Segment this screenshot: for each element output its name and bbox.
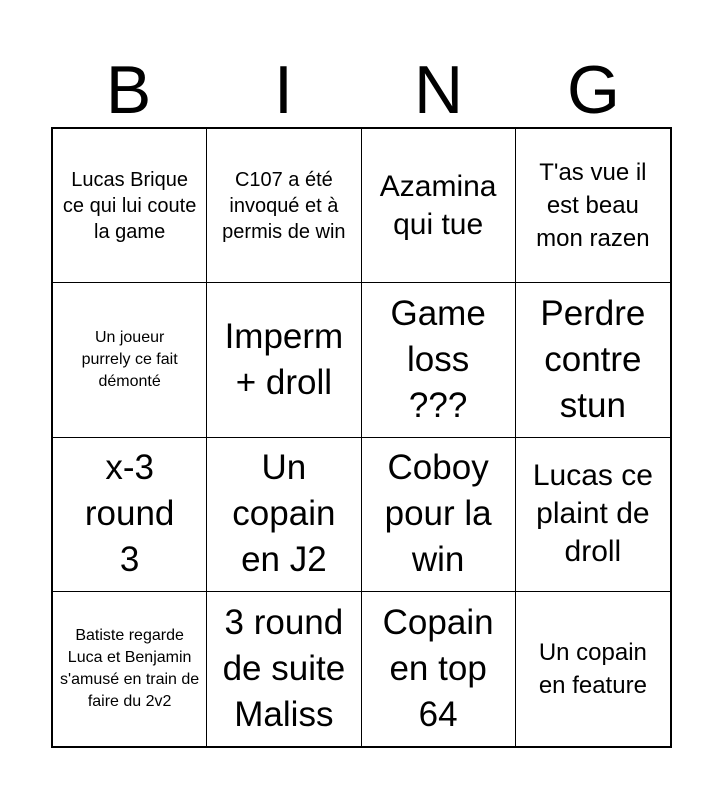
bingo-cell-16[interactable]: [516, 592, 670, 746]
bingo-cell-9[interactable]: [53, 438, 207, 592]
bingo-cell-12[interactable]: [516, 438, 670, 592]
bingo-cell-15[interactable]: [362, 592, 516, 746]
bingo-cell-7[interactable]: [362, 283, 516, 437]
bingo-board: [51, 127, 672, 748]
bingo-cell-3[interactable]: [362, 129, 516, 283]
cell-text: Lucas ce plaint de droll: [532, 459, 653, 569]
cell-text: 3 round de suite Maliss: [222, 602, 346, 734]
bingo-cell-10[interactable]: [207, 438, 361, 592]
bingo-cell-2[interactable]: [207, 129, 361, 283]
bingo-cell-8[interactable]: [516, 283, 670, 437]
cell-text: Lucas Brique ce qui lui coute la game: [62, 168, 197, 243]
cell-text: Perdre contre stun: [540, 293, 646, 425]
bingo-cell-1[interactable]: [53, 129, 207, 283]
cell-text: C107 a été invoqué et à permis de win: [222, 168, 346, 243]
bingo-cell-14[interactable]: [207, 592, 361, 746]
bingo-cell-11[interactable]: [362, 438, 516, 592]
cell-text: Azamina qui tue: [379, 169, 497, 241]
cell-text: x-3 round 3: [84, 448, 175, 580]
cell-text: Game loss ???: [390, 293, 486, 425]
bingo-cell-13[interactable]: [53, 592, 207, 746]
bingo-header: [51, 52, 671, 128]
cell-text: Un copain en feature: [538, 638, 647, 699]
cell-text: Un copain en J2: [232, 448, 336, 580]
cell-text: Coboy pour la win: [384, 448, 492, 580]
bingo-cell-5[interactable]: [53, 283, 207, 437]
header-letter-n: N: [413, 52, 464, 128]
cell-text: Copain en top 64: [382, 602, 494, 734]
bingo-cell-6[interactable]: [207, 283, 361, 437]
header-letter-g: G: [567, 52, 620, 128]
cell-text: Un joueur purrely ce fait démonté: [81, 328, 178, 390]
header-letter-i: I: [274, 52, 293, 128]
cell-text: T'as vue il est beau mon razen: [536, 159, 650, 253]
cell-text: Imperm + droll: [224, 316, 344, 402]
bingo-cell-4[interactable]: [516, 129, 670, 283]
cell-text: Batiste regarde Luca et Benjamin s'amusé en train de faire du 2v2: [60, 626, 200, 710]
header-letter-b: B: [105, 52, 152, 128]
